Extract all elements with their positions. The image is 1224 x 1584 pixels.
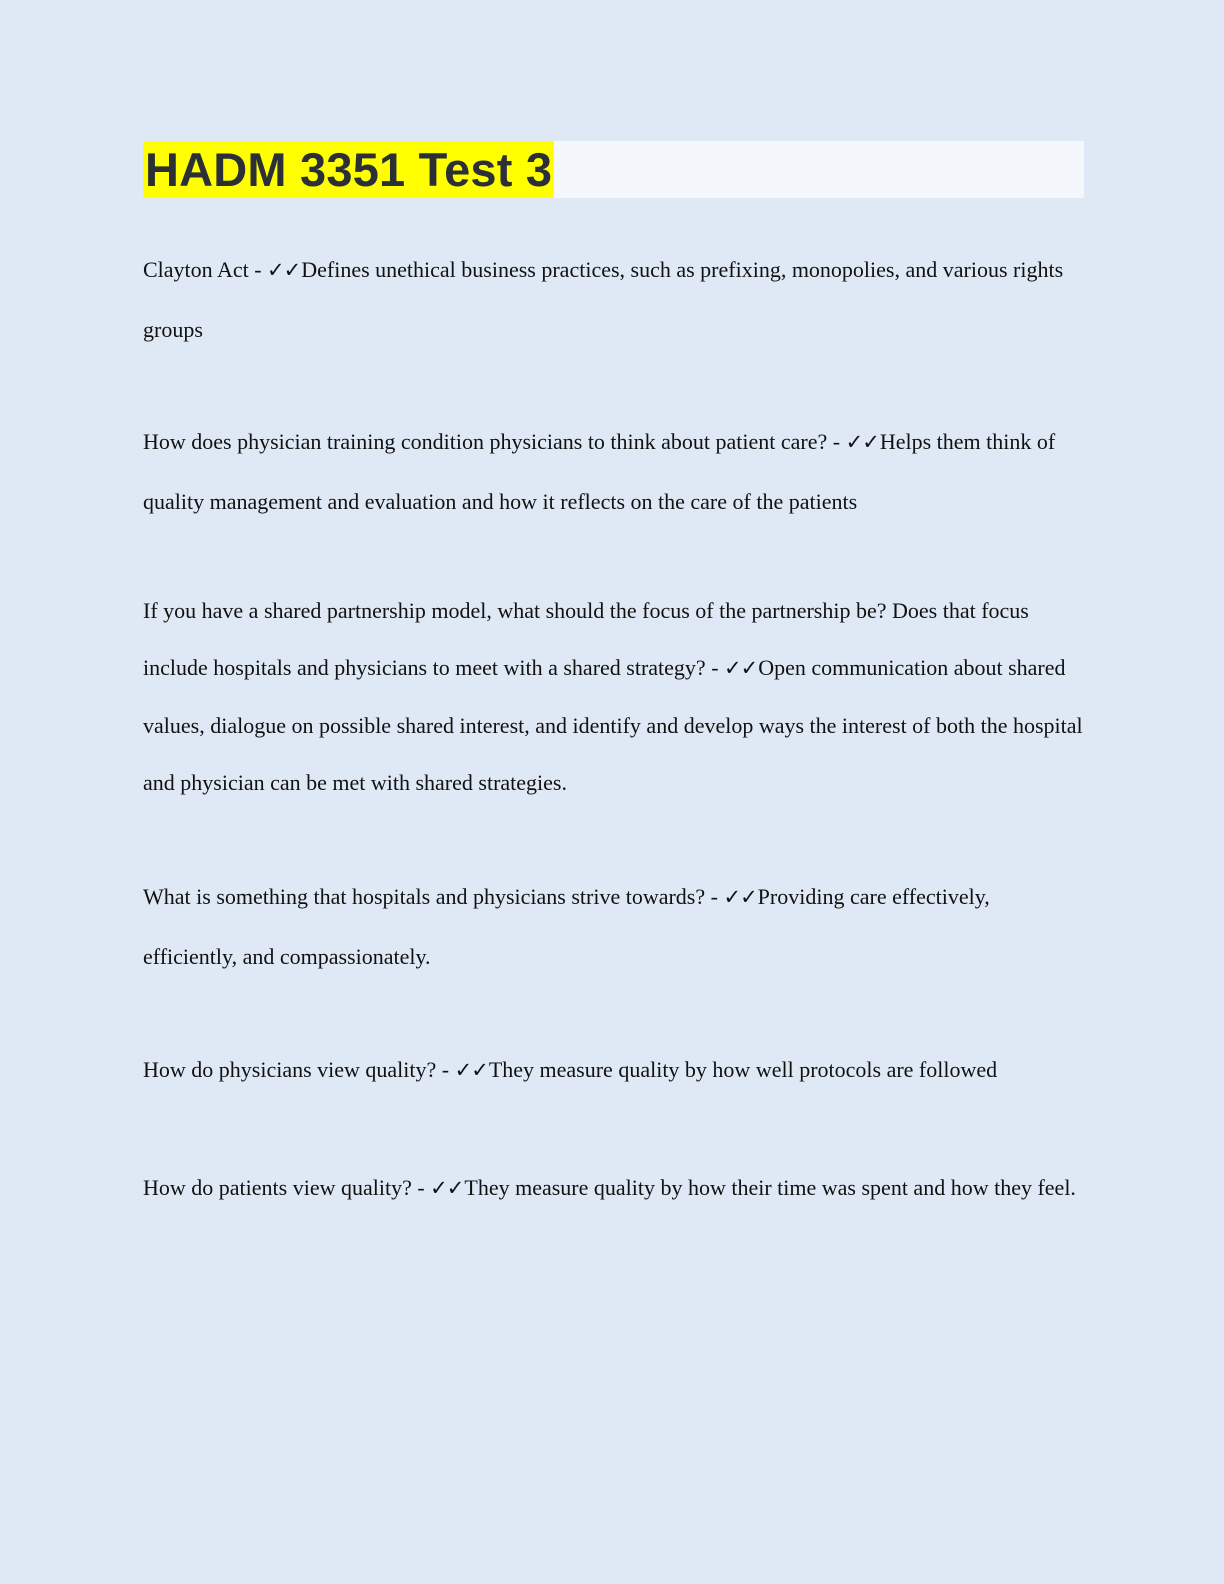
question-text: How do patients view quality?: [143, 1175, 412, 1200]
question-text: If you have a shared partnership model, what should the focus of the partnership be? Does that focus include hospitals and physicians to meet with a shared strategy?: [143, 598, 1029, 680]
qa-entry-4: [143, 867, 1083, 986]
question-text: Clayton Act: [143, 257, 249, 282]
qa-entry-5: [143, 1040, 1083, 1100]
double-check-icon: ✓✓: [724, 656, 758, 680]
separator: -: [248, 257, 268, 282]
answer-text: Defines unethical business practices, such as prefixing, monopolies, and various rights groups: [143, 257, 1064, 342]
double-check-icon: ✓✓: [430, 1176, 464, 1200]
answer-text: Helps them think of quality management and evaluation and how it reflects on the care of the patients: [143, 429, 1056, 514]
separator: -: [436, 1057, 455, 1082]
page-title: HADM 3351 Test 3: [145, 143, 553, 196]
qa-entry-3: [143, 582, 1083, 811]
question-text: How do physicians view quality?: [143, 1057, 437, 1082]
question-text: How does physician training condition physicians to think about patient care?: [143, 429, 828, 454]
separator: -: [827, 429, 846, 454]
question-text: What is something that hospitals and physicians strive towards?: [143, 884, 706, 909]
double-check-icon: ✓✓: [723, 885, 757, 909]
double-check-icon: ✓✓: [845, 430, 879, 454]
answer-text: Open communication about shared values, dialogue on possible shared interest, and identify and develop ways the interest of both the hospital and physician can be met with shared strategies.: [143, 655, 1083, 795]
title-bar: [143, 141, 1084, 198]
answer-text: They measure quality by how well protocols are followed: [488, 1057, 998, 1082]
qa-entry-2: [143, 412, 1083, 531]
double-check-icon: ✓✓: [454, 1058, 488, 1082]
qa-entry-1: [143, 240, 1083, 359]
separator: -: [705, 884, 724, 909]
double-check-icon: ✓✓: [267, 258, 301, 282]
answer-text: Providing care effectively, efficiently, and compassionately.: [143, 884, 990, 969]
answer-text: They measure quality by how their time was spent and how they feel.: [464, 1175, 1076, 1200]
separator: -: [411, 1175, 431, 1200]
qa-entry-6: [143, 1158, 1083, 1218]
separator: -: [705, 655, 725, 680]
